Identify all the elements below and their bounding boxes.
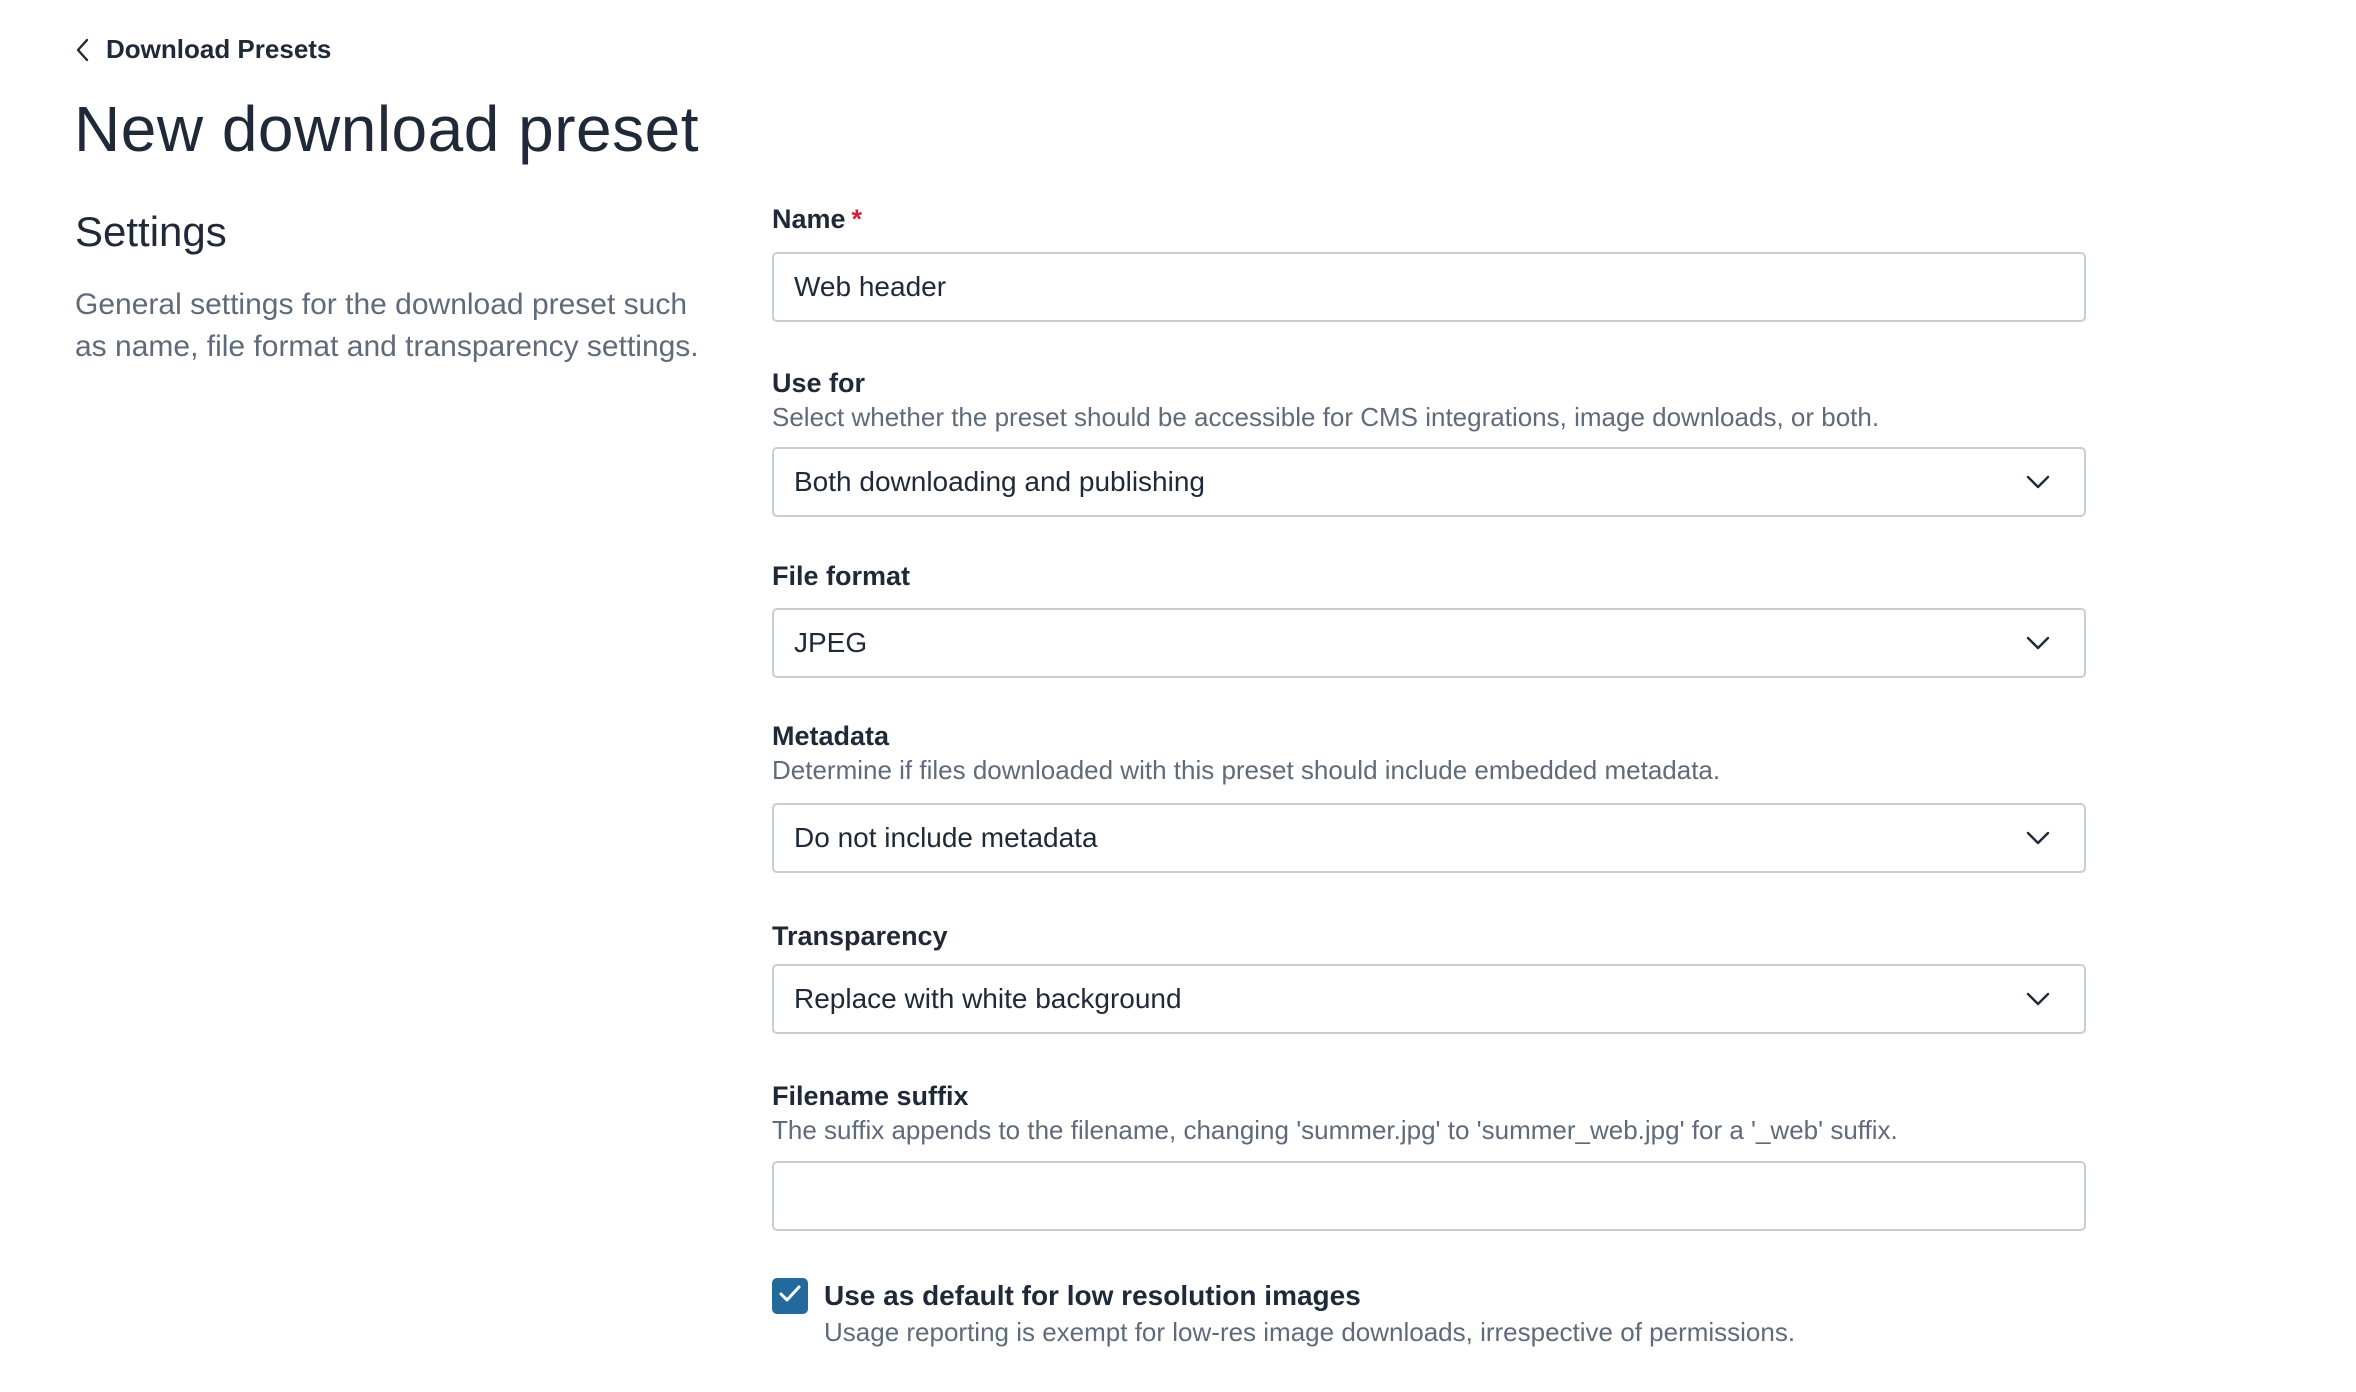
default-low-res-option	[772, 1278, 1795, 1350]
metadata-label: Metadata	[772, 721, 890, 751]
chevron-left-icon	[76, 38, 90, 62]
transparency-field-group	[772, 919, 2088, 953]
transparency-label: Transparency	[772, 921, 948, 951]
default-low-res-label[interactable]: Use as default for low resolution images	[824, 1280, 1361, 1311]
file-format-select[interactable]	[772, 608, 2086, 678]
chevron-down-icon	[2026, 636, 2064, 650]
name-label-text: Name	[772, 204, 846, 234]
default-low-res-help: Usage reporting is exempt for low-res image downloads, irrespective of permissions.	[824, 1317, 1796, 1347]
default-low-res-checkbox[interactable]	[772, 1278, 808, 1314]
chevron-down-icon	[2026, 992, 2064, 1006]
transparency-value: Replace with white background	[794, 983, 1182, 1014]
use-for-help: Select whether the preset should be accessible for CMS integrations, image downloads, or both.	[772, 402, 1880, 432]
breadcrumb-label: Download Presets	[106, 34, 332, 64]
file-format-field-group	[772, 559, 2088, 593]
default-low-res-text	[824, 1278, 1795, 1350]
section-title: Settings	[75, 208, 227, 255]
transparency-select[interactable]	[772, 964, 2086, 1034]
metadata-help: Determine if files downloaded with this preset should include embedded metadata.	[772, 755, 1721, 785]
name-field-group	[772, 202, 2088, 236]
filename-suffix-field-group	[772, 1079, 2088, 1147]
chevron-down-icon	[2026, 475, 2064, 489]
metadata-field-group	[772, 719, 2088, 787]
use-for-select[interactable]	[772, 447, 2086, 517]
chevron-down-icon	[2026, 831, 2064, 845]
use-for-label: Use for	[772, 368, 866, 398]
page-title: New download preset	[74, 93, 699, 165]
file-format-label: File format	[772, 561, 911, 591]
filename-suffix-help: The suffix appends to the filename, changing 'summer.jpg' to 'summer_web.jpg' for a '_web' suffix.	[772, 1115, 1898, 1145]
metadata-select[interactable]	[772, 803, 2086, 873]
name-input[interactable]	[772, 252, 2086, 322]
filename-suffix-label: Filename suffix	[772, 1081, 969, 1111]
filename-suffix-input[interactable]	[772, 1161, 2086, 1231]
file-format-value: JPEG	[794, 627, 868, 658]
section-description: General settings for the download preset such as name, file format and transparency settings.	[75, 288, 699, 363]
use-for-field-group	[772, 366, 2088, 434]
use-for-value: Both downloading and publishing	[794, 466, 1205, 497]
required-marker: *	[851, 204, 863, 234]
checkmark-icon	[778, 1284, 802, 1309]
name-label	[772, 202, 2088, 236]
metadata-value: Do not include metadata	[794, 822, 1098, 853]
breadcrumb-back-link[interactable]	[76, 34, 331, 65]
